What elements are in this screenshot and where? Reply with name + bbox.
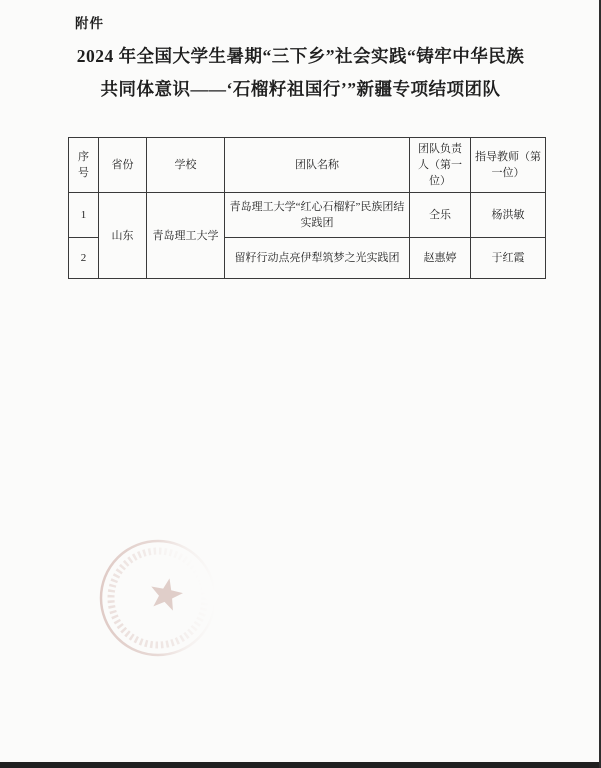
table-header-row — [69, 138, 546, 193]
header-advisor: 指导教师（第一位） — [471, 138, 546, 193]
header-province: 省份 — [99, 138, 147, 193]
title-line-1: 2024 年全国大学生暑期“三下乡”社会实践“铸牢中华民族 — [76, 46, 525, 66]
seal-star-icon — [147, 575, 185, 612]
header-team: 团队名称 — [225, 138, 410, 193]
title-line-2: 共同体意识——‘石榴籽祖国行’”新疆专项结项团队 — [100, 79, 501, 99]
cell-school-merged: 青岛理工大学 — [147, 193, 225, 279]
seal-graphic — [96, 536, 224, 664]
header-no: 序号 — [69, 138, 99, 193]
cell-province-merged: 山东 — [99, 193, 147, 279]
table-row — [69, 193, 546, 238]
attachment-label: 附件 — [75, 16, 104, 31]
header-leader: 团队负责人（第一位） — [410, 138, 471, 193]
header-school: 学校 — [147, 138, 225, 193]
teams-table — [68, 137, 546, 279]
cell-no: 2 — [69, 238, 99, 279]
cell-advisor: 杨洪敏 — [471, 193, 546, 238]
document-title — [0, 40, 601, 106]
cell-team: 青岛理工大学“红心石榴籽”民族团结实践团 — [225, 193, 410, 238]
cell-no: 1 — [69, 193, 99, 238]
cell-advisor: 于红霞 — [471, 238, 546, 279]
seal-outer-ring — [101, 541, 215, 655]
official-seal-stamp — [96, 536, 224, 664]
cell-leader: 赵惠婷 — [410, 238, 471, 279]
cell-leader: 仝乐 — [410, 193, 471, 238]
cell-team: 留籽行动点亮伊犁筑梦之光实践团 — [225, 238, 410, 279]
seal-arc-text — [98, 538, 218, 658]
scan-edge-bottom — [0, 762, 601, 768]
